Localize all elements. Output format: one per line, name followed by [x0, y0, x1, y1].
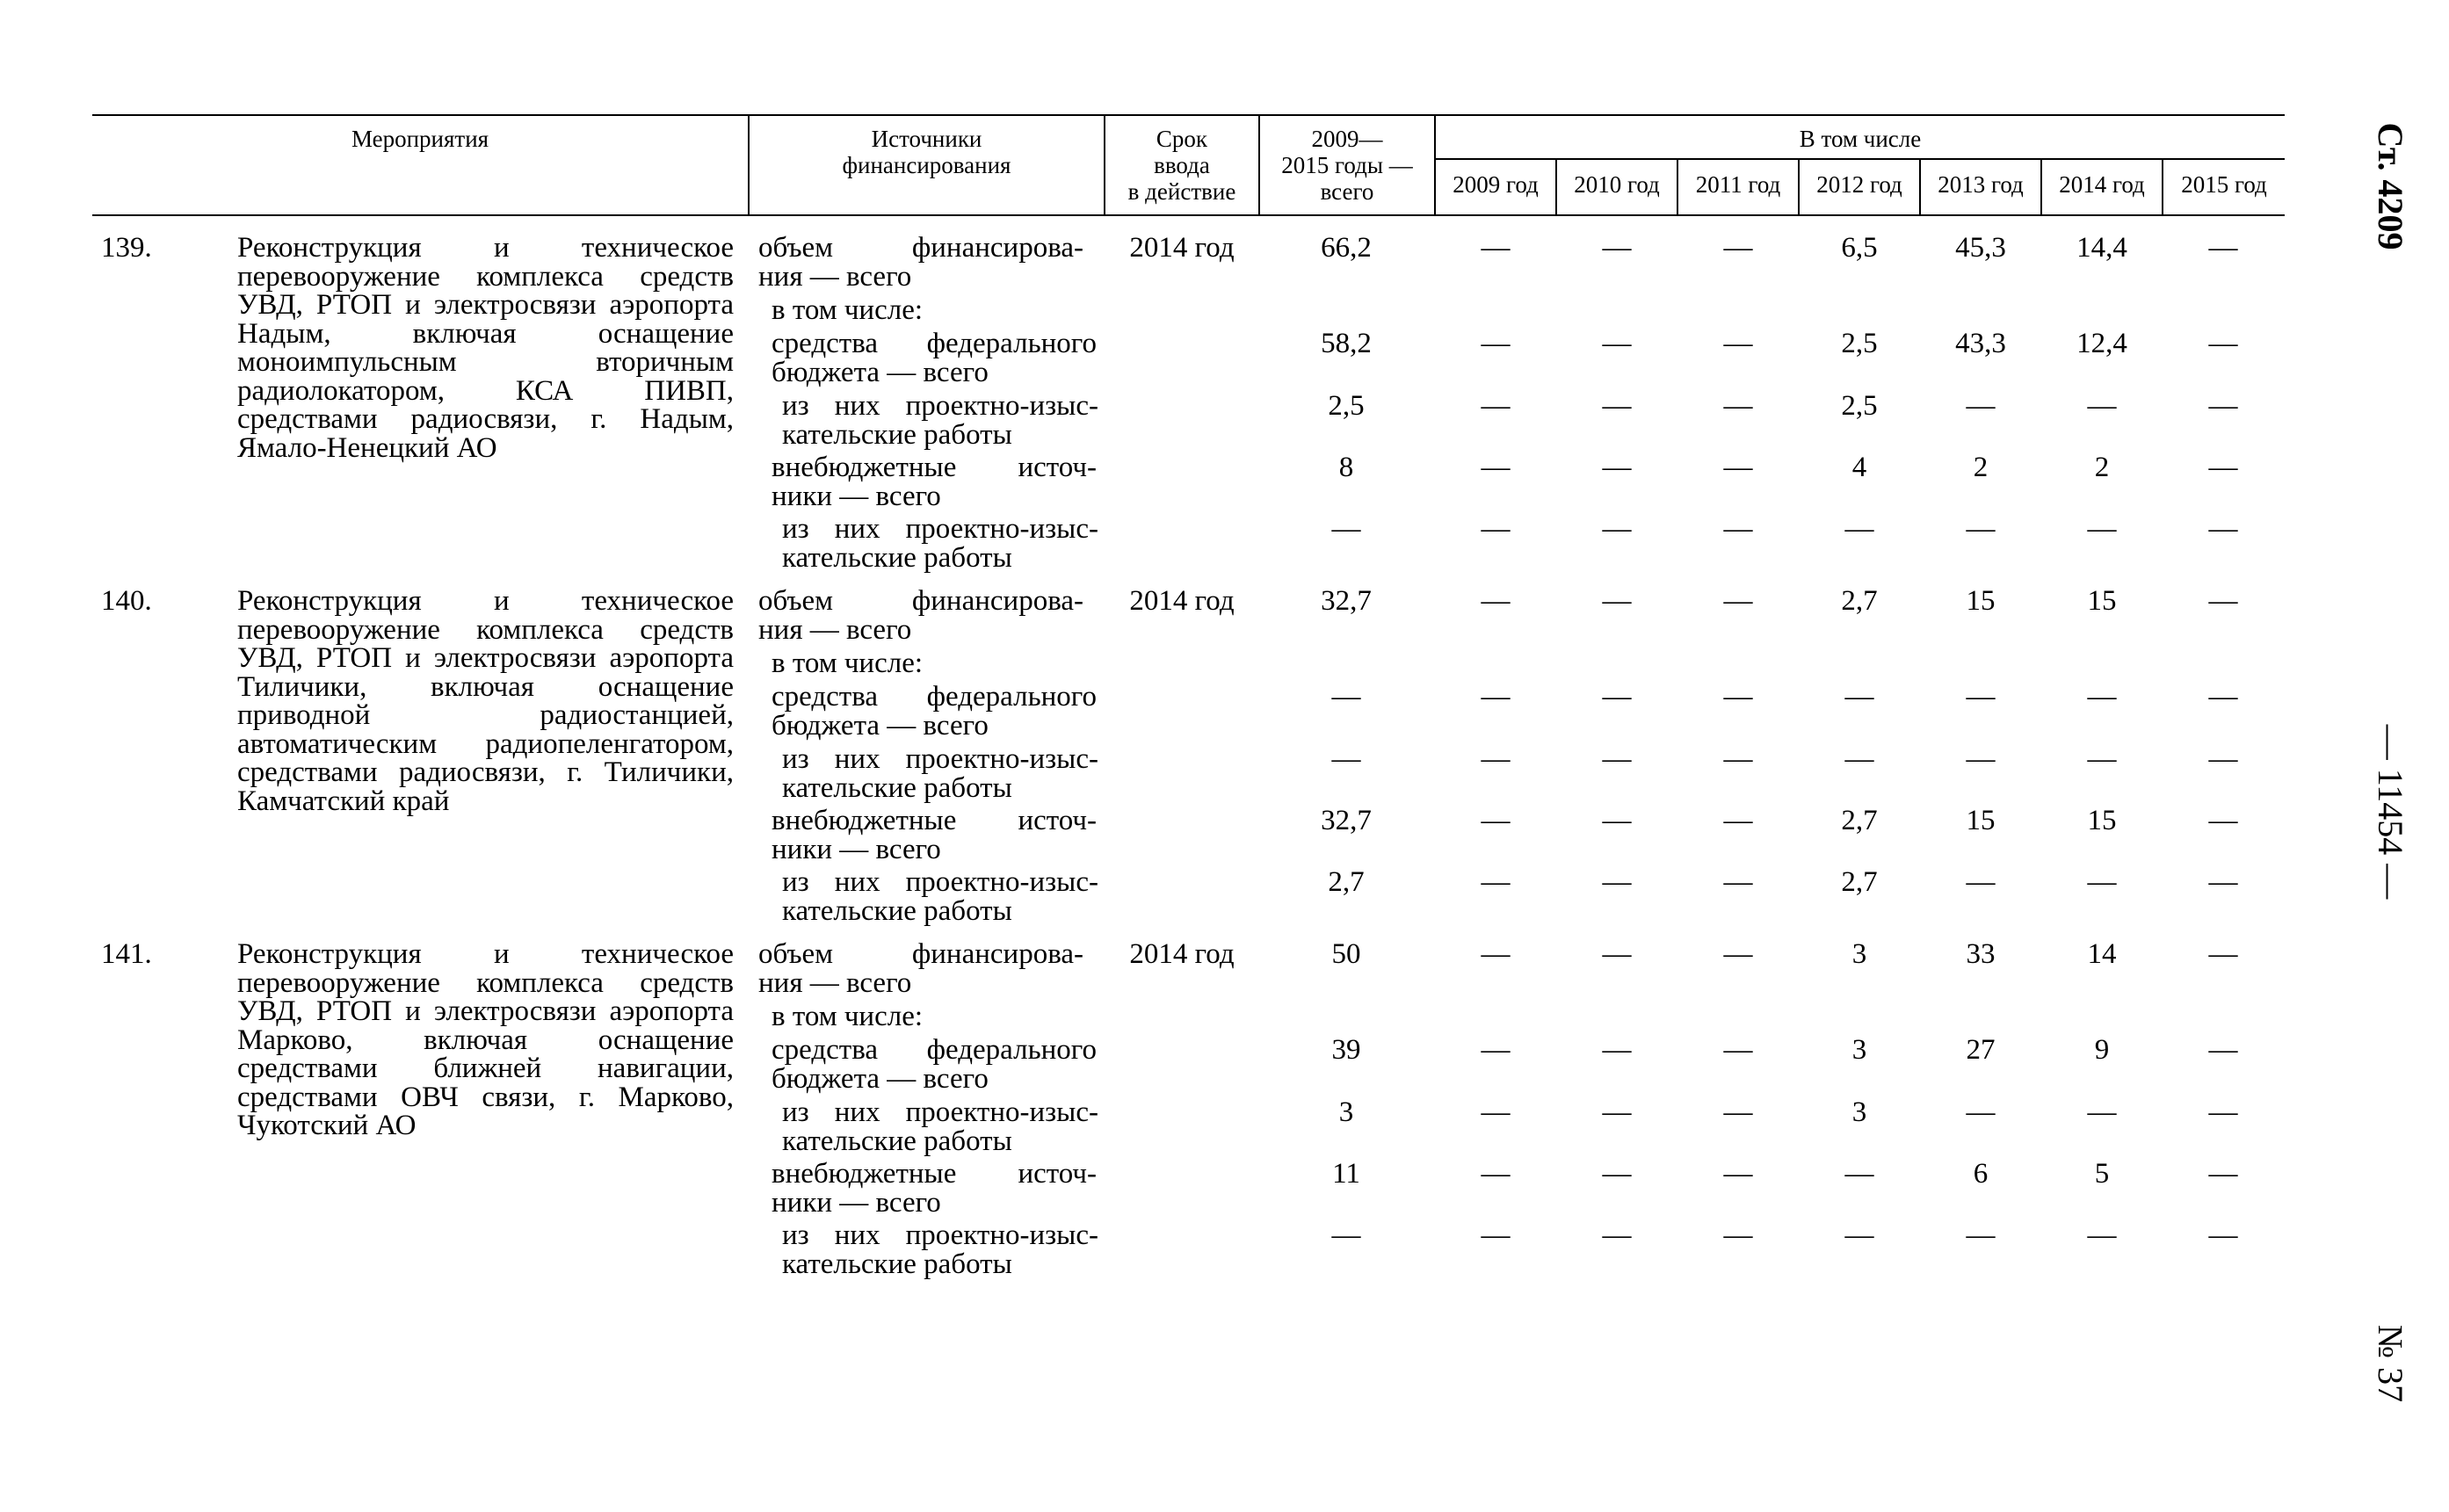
value-2010: —	[1602, 1158, 1632, 1190]
value-total: 50	[1331, 938, 1361, 970]
row-title: Реконструкция и техническое перевооружение комплекса средств УВД, РТОП и электросвязи аэропорта Марково, включая оснащение средствами ближней навигации, средствами ОВЧ связи, г. Марково, Чукотский АО	[237, 938, 734, 1141]
value-2012: 4	[1851, 452, 1867, 483]
source-line: бюджета — всего	[772, 357, 989, 388]
value-2014: 9	[2094, 1034, 2110, 1066]
value-2013: 15	[1966, 585, 1996, 617]
source-federal	[772, 683, 1097, 741]
source-federal-rd	[782, 392, 1098, 450]
value-2009: —	[1481, 513, 1511, 545]
row-number: 139.	[101, 232, 152, 264]
value-2014: 15	[2087, 805, 2117, 836]
row-term: 2014 год	[1129, 232, 1235, 264]
source-line: ния — всего	[758, 967, 912, 999]
value-2013: —	[1966, 866, 1996, 898]
value-2014: —	[2087, 390, 2117, 422]
value-total: 2,5	[1328, 390, 1365, 422]
value-2014: 5	[2094, 1158, 2110, 1190]
value-2009: —	[1481, 452, 1511, 483]
value-2015: —	[2208, 743, 2238, 775]
value-2012: 2,7	[1841, 866, 1878, 898]
value-2011: —	[1723, 452, 1753, 483]
value-total: 66,2	[1321, 232, 1372, 264]
source-federal	[772, 329, 1097, 387]
source-line: кательские работы	[782, 419, 1012, 451]
value-2011: —	[1723, 585, 1753, 617]
value-2011: —	[1723, 390, 1753, 422]
value-2012: 2,5	[1841, 390, 1878, 422]
value-2013: 45,3	[1955, 232, 2006, 264]
value-2013: 43,3	[1955, 328, 2006, 359]
value-2015: —	[2208, 1096, 2238, 1128]
value-2015: —	[2208, 866, 2238, 898]
value-2013: 6	[1973, 1158, 1989, 1190]
header-total-line: всего	[1320, 178, 1374, 205]
value-2015: —	[2208, 1219, 2238, 1251]
value-2014: 15	[2087, 585, 2117, 617]
source-line: из них проектно-изыс-	[782, 1096, 1098, 1128]
value-total: 3	[1338, 1096, 1354, 1128]
value-2010: —	[1602, 452, 1632, 483]
header-term-line: в действие	[1127, 178, 1236, 205]
source-extrabudget	[772, 1160, 1097, 1218]
source-line: ники — всего	[772, 834, 941, 865]
value-2010: —	[1602, 805, 1632, 836]
header-year: 2010 год	[1574, 171, 1660, 198]
value-2012: 2,7	[1841, 805, 1878, 836]
value-2012: 2,5	[1841, 328, 1878, 359]
source-total	[758, 234, 1083, 292]
source-line: внебюджетные источ-	[772, 452, 1097, 483]
row-term: 2014 год	[1129, 585, 1235, 617]
source-line: средства федерального	[772, 681, 1097, 713]
value-2009: —	[1481, 390, 1511, 422]
value-2011: —	[1723, 743, 1753, 775]
value-2014: 14	[2087, 938, 2117, 970]
source-line: из них проектно-изыс-	[782, 513, 1098, 545]
value-2012: 2,7	[1841, 585, 1878, 617]
value-total: 39	[1331, 1034, 1361, 1066]
source-line: из них проектно-изыс-	[782, 1219, 1098, 1251]
value-2014: 2	[2094, 452, 2110, 483]
value-2010: —	[1602, 513, 1632, 545]
source-including	[772, 649, 1097, 678]
value-2013: 33	[1966, 938, 1996, 970]
value-2009: —	[1481, 805, 1511, 836]
source-line: в том числе:	[772, 1001, 924, 1032]
header-sources-line: Источники	[871, 126, 982, 152]
value-2013: —	[1966, 513, 1996, 545]
header-including: В том числе	[1799, 126, 1922, 152]
value-total: 58,2	[1321, 328, 1372, 359]
value-2011: —	[1723, 866, 1753, 898]
value-2014: —	[2087, 1219, 2117, 1251]
value-2011: —	[1723, 1219, 1753, 1251]
source-line: ники — всего	[772, 1187, 941, 1219]
source-federal-rd	[782, 745, 1098, 803]
source-line: бюджета — всего	[772, 1063, 989, 1095]
value-2015: —	[2208, 1158, 2238, 1190]
value-2012: —	[1844, 743, 1874, 775]
value-2009: —	[1481, 866, 1511, 898]
source-line: средства федерального	[772, 1034, 1097, 1066]
value-2012: 6,5	[1841, 232, 1878, 264]
row-title: Реконструкция и техническое перевооружение комплекса средств УВД, РТОП и электросвязи аэропорта Тиличики, включая оснащение приводной радиостанцией, автоматическим радиопеленгатором, средствами радиосвязи, г. Тиличики, Камчатский край	[237, 585, 734, 817]
value-2009: —	[1481, 938, 1511, 970]
value-2010: —	[1602, 1219, 1632, 1251]
row-number: 140.	[101, 585, 152, 617]
source-line: ники — всего	[772, 481, 941, 512]
value-2009: —	[1481, 1096, 1511, 1128]
header-term	[1105, 126, 1258, 205]
value-2009: —	[1481, 681, 1511, 713]
source-extrabudget-rd	[782, 1221, 1098, 1279]
document-number: — 11454 —	[2371, 724, 2410, 900]
header-year: 2013 год	[1938, 171, 2024, 198]
value-2011: —	[1723, 328, 1753, 359]
value-2009: —	[1481, 585, 1511, 617]
value-2010: —	[1602, 938, 1632, 970]
value-total: 11	[1332, 1158, 1360, 1190]
source-total	[758, 940, 1083, 998]
value-2011: —	[1723, 232, 1753, 264]
value-2010: —	[1602, 866, 1632, 898]
value-2011: —	[1723, 1158, 1753, 1190]
value-2012: 3	[1851, 1034, 1867, 1066]
source-line: кательские работы	[782, 1248, 1012, 1280]
value-2012: —	[1844, 1219, 1874, 1251]
value-total: 8	[1338, 452, 1354, 483]
row-term: 2014 год	[1129, 938, 1235, 970]
value-2013: —	[1966, 1219, 1996, 1251]
value-2015: —	[2208, 585, 2238, 617]
header-total	[1260, 126, 1434, 205]
source-extrabudget-rd	[782, 515, 1098, 573]
value-total: —	[1331, 743, 1361, 775]
value-2012: 3	[1851, 1096, 1867, 1128]
header-bottom-rule	[92, 214, 2285, 216]
value-2015: —	[2208, 328, 2238, 359]
source-line: из них проектно-изыс-	[782, 390, 1098, 422]
value-2015: —	[2208, 805, 2238, 836]
value-2015: —	[2208, 1034, 2238, 1066]
value-2012: 3	[1851, 938, 1867, 970]
header-year: 2014 год	[2059, 171, 2145, 198]
value-2010: —	[1602, 585, 1632, 617]
page-reference: Ст. 4209	[2371, 122, 2410, 250]
value-2012: —	[1844, 513, 1874, 545]
value-2009: —	[1481, 328, 1511, 359]
header-sources-line: финансирования	[842, 152, 1011, 178]
source-extrabudget	[772, 453, 1097, 511]
value-total: —	[1331, 513, 1361, 545]
value-2011: —	[1723, 513, 1753, 545]
value-total: —	[1331, 681, 1361, 713]
source-including	[772, 296, 1097, 325]
value-2009: —	[1481, 1219, 1511, 1251]
value-2010: —	[1602, 232, 1632, 264]
header-term-line: ввода	[1154, 152, 1210, 178]
value-2012: —	[1844, 1158, 1874, 1190]
value-2014: —	[2087, 513, 2117, 545]
value-2015: —	[2208, 681, 2238, 713]
source-line: объем финансирова-	[758, 232, 1083, 264]
header-sub-rule	[1434, 158, 2285, 160]
source-line: из них проектно-изыс-	[782, 866, 1098, 898]
source-line: ния — всего	[758, 614, 912, 646]
value-2011: —	[1723, 1034, 1753, 1066]
value-2010: —	[1602, 1096, 1632, 1128]
header-year: 2011 год	[1695, 171, 1781, 198]
source-extrabudget	[772, 807, 1097, 865]
source-including	[772, 1002, 1097, 1031]
source-line: бюджета — всего	[772, 710, 989, 742]
value-2015: —	[2208, 390, 2238, 422]
source-line: внебюджетные источ-	[772, 1158, 1097, 1190]
value-2013: —	[1966, 1096, 1996, 1128]
header-sources	[750, 126, 1104, 178]
row-number: 141.	[101, 938, 152, 970]
header-year: 2009 год	[1453, 171, 1539, 198]
value-2014: —	[2087, 1096, 2117, 1128]
value-2010: —	[1602, 328, 1632, 359]
source-line: средства федерального	[772, 328, 1097, 359]
source-line: внебюджетные источ-	[772, 805, 1097, 836]
value-2011: —	[1723, 805, 1753, 836]
value-2013: 15	[1966, 805, 1996, 836]
source-line: из них проектно-изыс-	[782, 743, 1098, 775]
value-2011: —	[1723, 1096, 1753, 1128]
value-total: 32,7	[1321, 805, 1372, 836]
value-2014: 14,4	[2076, 232, 2127, 264]
value-2013: 27	[1966, 1034, 1996, 1066]
header-term-line: Срок	[1156, 126, 1208, 152]
source-line: объем финансирова-	[758, 585, 1083, 617]
value-2009: —	[1481, 743, 1511, 775]
header-year: 2012 год	[1816, 171, 1902, 198]
value-2013: 2	[1973, 452, 1989, 483]
value-2015: —	[2208, 452, 2238, 483]
value-total: —	[1331, 1219, 1361, 1251]
issue-number: № 37	[2371, 1324, 2410, 1403]
row-title: Реконструкция и техническое перевооружение комплекса средств УВД, РТОП и электросвязи аэропорта Надым, включая оснащение моноимпульсным вторичным радиолокатором, КСА ПИВП, средствами радиосвязи, г. Надым, Ямало-Ненецкий АО	[237, 232, 734, 464]
value-total: 32,7	[1321, 585, 1372, 617]
header-year: 2015 год	[2181, 171, 2267, 198]
value-2014: —	[2087, 743, 2117, 775]
value-2013: —	[1966, 681, 1996, 713]
source-federal-rd	[782, 1098, 1098, 1156]
header-events: Мероприятия	[351, 126, 489, 152]
header-total-line: 2015 годы —	[1281, 152, 1413, 178]
value-2014: —	[2087, 866, 2117, 898]
value-2015: —	[2208, 513, 2238, 545]
value-2010: —	[1602, 743, 1632, 775]
value-2012: —	[1844, 681, 1874, 713]
source-line: кательские работы	[782, 542, 1012, 574]
value-2011: —	[1723, 681, 1753, 713]
source-extrabudget-rd	[782, 868, 1098, 926]
value-2010: —	[1602, 390, 1632, 422]
value-2009: —	[1481, 232, 1511, 264]
value-2010: —	[1602, 681, 1632, 713]
source-line: в том числе:	[772, 647, 924, 679]
value-2014: —	[2087, 681, 2117, 713]
source-line: кательские работы	[782, 895, 1012, 927]
value-2013: —	[1966, 743, 1996, 775]
value-2013: —	[1966, 390, 1996, 422]
header-top-rule	[92, 114, 2285, 116]
source-federal	[772, 1036, 1097, 1094]
header-total-line: 2009—	[1311, 126, 1383, 152]
value-2010: —	[1602, 1034, 1632, 1066]
source-line: ния — всего	[758, 261, 912, 293]
value-2014: 12,4	[2076, 328, 2127, 359]
source-line: в том числе:	[772, 294, 924, 326]
source-line: кательские работы	[782, 1125, 1012, 1157]
source-total	[758, 587, 1083, 645]
value-2009: —	[1481, 1034, 1511, 1066]
source-line: объем финансирова-	[758, 938, 1083, 970]
value-2015: —	[2208, 232, 2238, 264]
value-2009: —	[1481, 1158, 1511, 1190]
value-total: 2,7	[1328, 866, 1365, 898]
source-line: кательские работы	[782, 772, 1012, 804]
value-2015: —	[2208, 938, 2238, 970]
value-2011: —	[1723, 938, 1753, 970]
